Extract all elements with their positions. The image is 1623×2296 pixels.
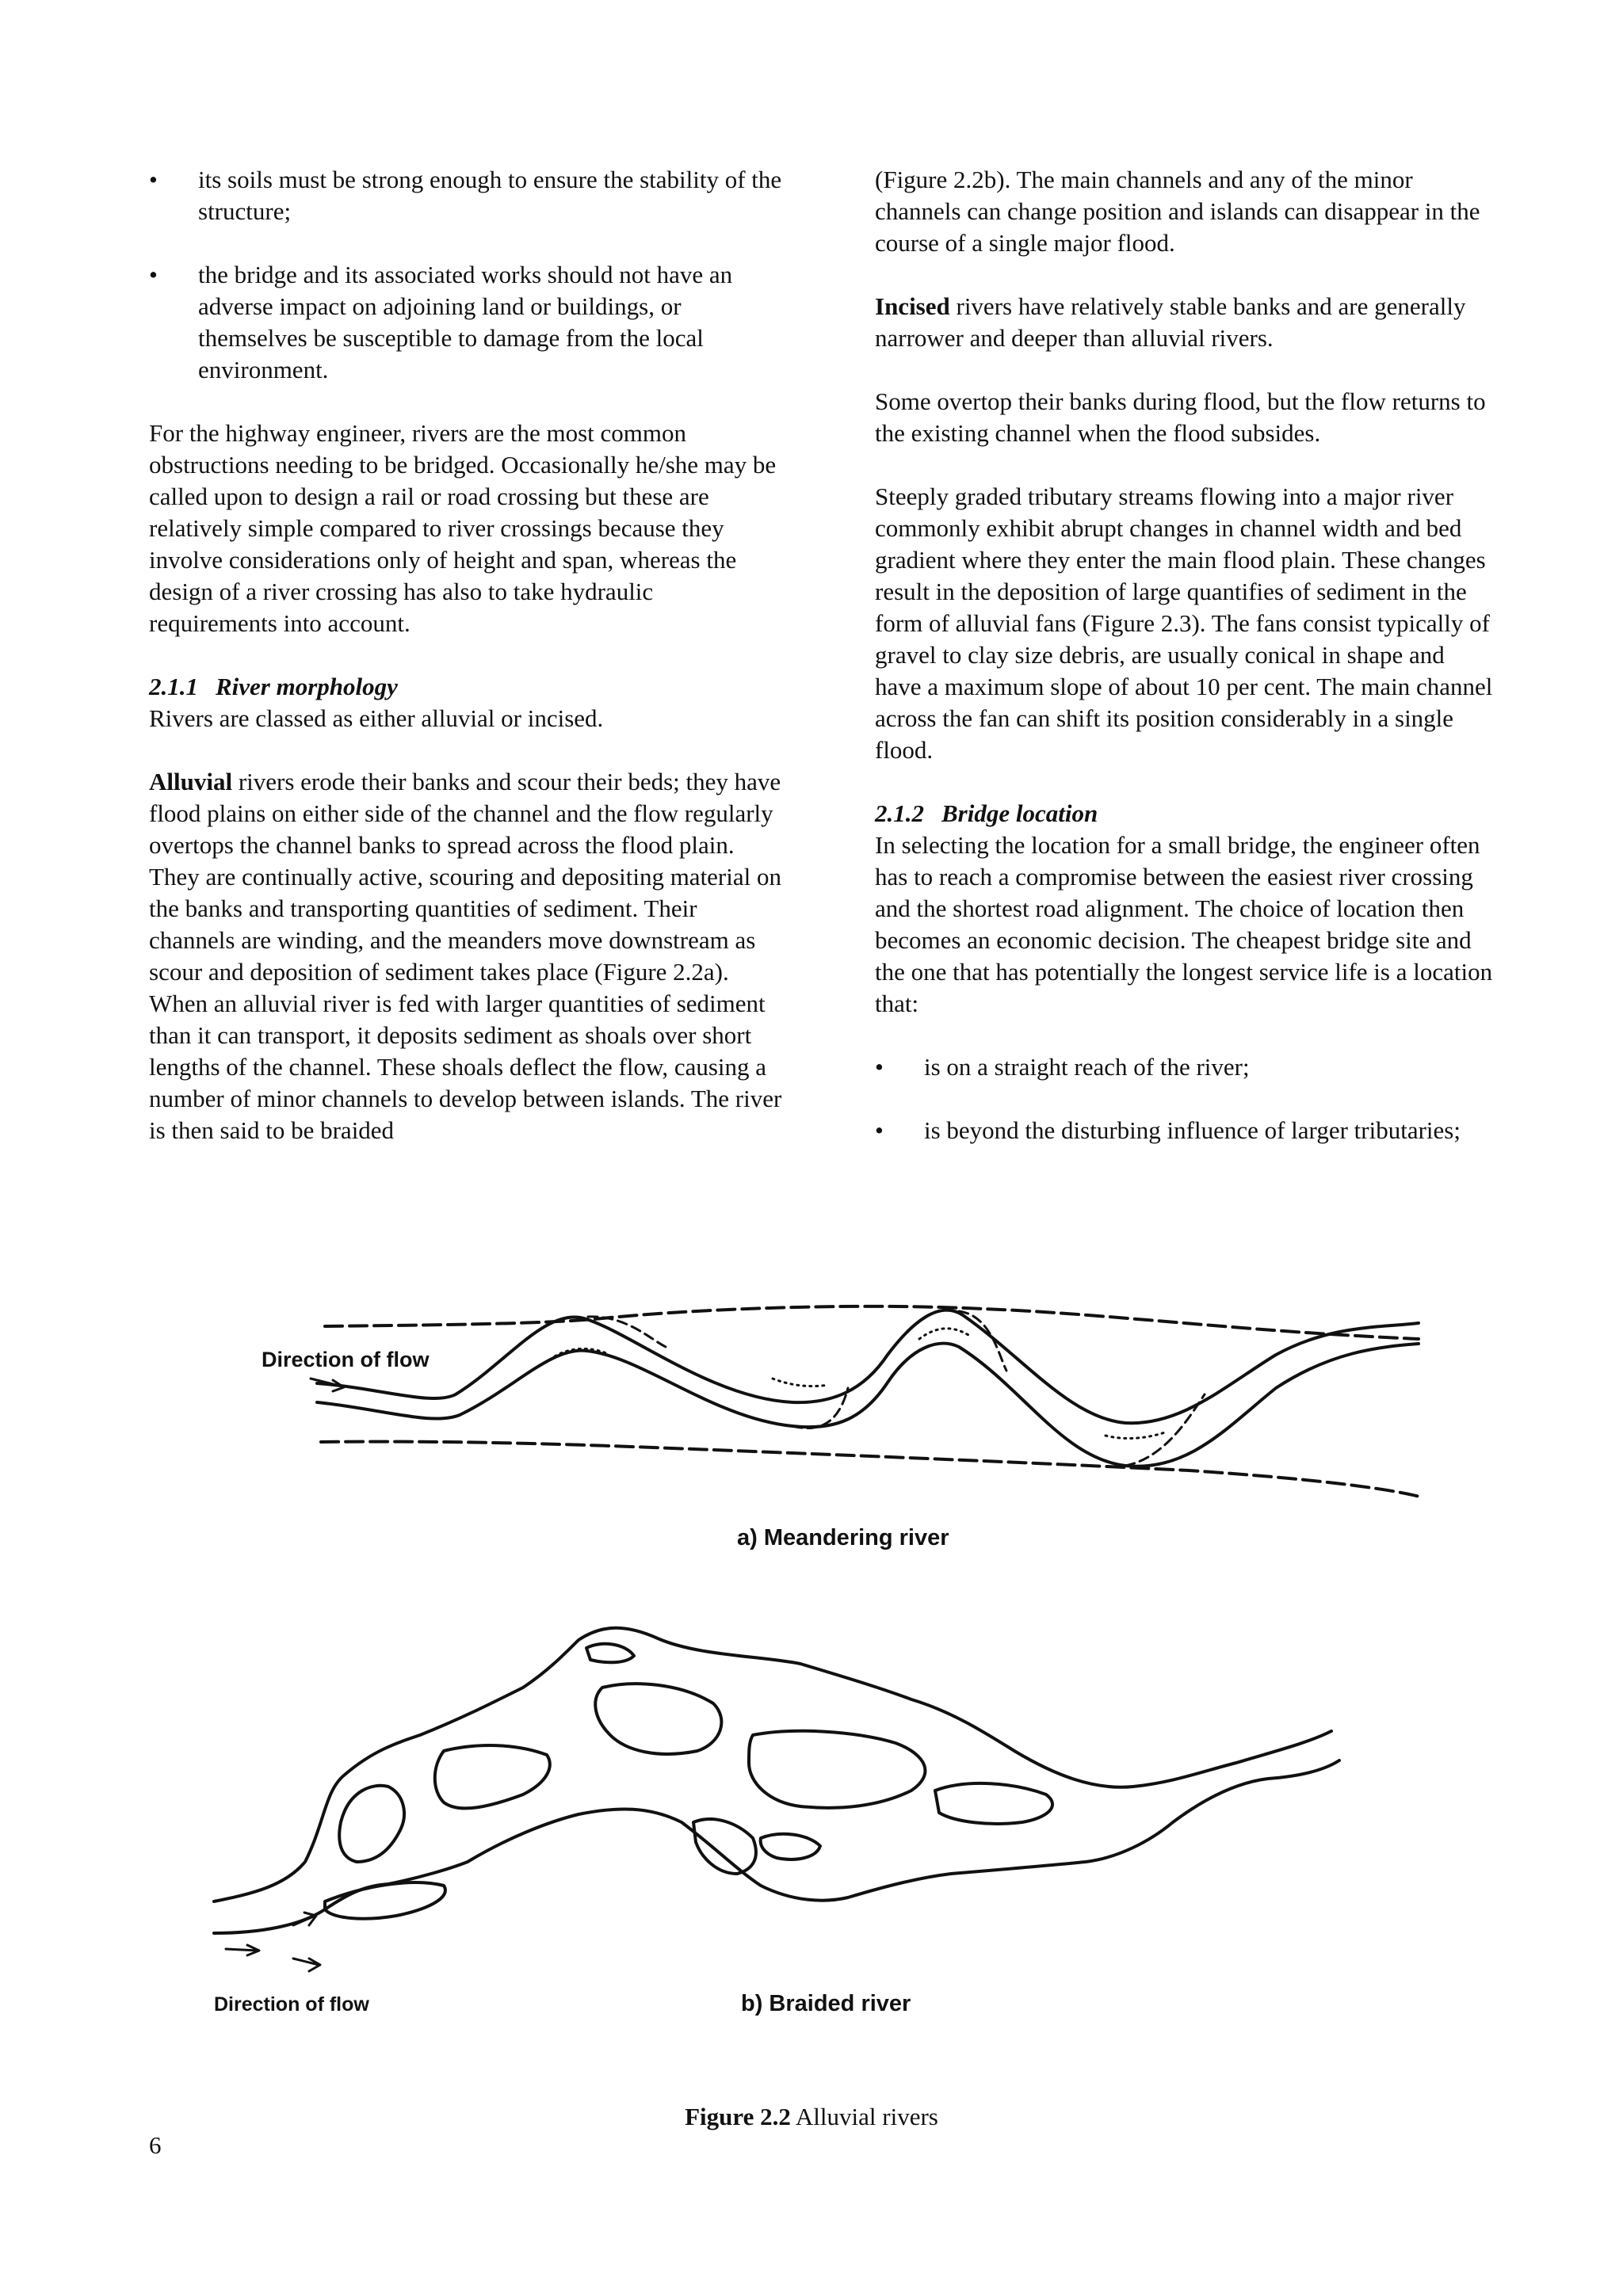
bullet-icon: •	[149, 166, 158, 193]
left-column	[149, 164, 783, 1178]
list-item	[149, 164, 783, 227]
list-item	[149, 259, 783, 386]
figure-label-b: b) Braided river	[741, 1991, 911, 2016]
figure-caption	[0, 2103, 1623, 2131]
right-column	[875, 164, 1493, 1178]
bullet-icon: •	[875, 1053, 884, 1081]
section-title: Bridge location	[941, 799, 1098, 827]
island	[749, 1731, 925, 1808]
flow-arrow-b	[226, 1945, 259, 1955]
island	[325, 1882, 445, 1919]
paragraph-text: rivers have relatively stable banks and are generally narrower and deeper than alluvial rivers.	[875, 292, 1466, 352]
section-heading	[875, 798, 1493, 830]
bullet-icon: •	[875, 1116, 884, 1144]
island	[761, 1834, 820, 1859]
section-heading	[149, 671, 783, 703]
paragraph: Rivers are classed as either alluvial or incised.	[149, 704, 604, 732]
paragraph: For the highway engineer, rivers are the most common obstructions needing to be bridged. Occasionally he/she may be called upon to design a rail or road crossing but these are relatively simple compared to river crossings because they involve considerations only of height and span, whereas the design of a river crossing has also to take hydraulic requirements into account.	[149, 419, 777, 637]
island	[435, 1745, 550, 1808]
bullet-text: its soils must be strong enough to ensure the stability of the structure;	[198, 166, 782, 225]
island	[339, 1786, 404, 1862]
braided-bank-upper	[214, 1628, 1331, 1901]
floodplain-lower-line	[321, 1442, 1423, 1497]
bullet-icon: •	[149, 261, 158, 288]
paragraph: In selecting the location for a small bridge, the engineer often has to reach a compromise between the easiest river crossing and the shortest road alignment. The choice of location then becomes an economic decision. The cheapest bridge site and the one that has potentially the longest service life is a location that:	[875, 831, 1493, 1017]
figure-number: Figure 2.2	[685, 2103, 791, 2130]
figure-caption-text: Alluvial rivers	[790, 2103, 938, 2130]
island	[693, 1819, 756, 1874]
paragraph: (Figure 2.2b). The main channels and any of the minor channels can change position and islands can disappear in the course of a single major flood.	[875, 166, 1480, 257]
bullet-text: is beyond the disturbing influence of larger tributaries;	[924, 1116, 1461, 1144]
flow-direction-label-b: Direction of flow	[214, 1993, 369, 2016]
figure-label-a: a) Meandering river	[737, 1525, 949, 1550]
flow-direction-label-a: Direction of flow	[262, 1348, 430, 1371]
paragraph: Some overtop their banks during flood, but the flow returns to the existing channel when the flood subsides.	[875, 387, 1486, 447]
island	[935, 1783, 1052, 1824]
island	[595, 1684, 721, 1754]
figure-alluvial-rivers	[0, 1268, 1623, 2123]
section-number: 2.1.1	[149, 673, 198, 700]
island	[586, 1644, 634, 1662]
floodplain-upper-line	[325, 1306, 1419, 1339]
bold-term: Alluvial	[149, 768, 233, 795]
meander-bank-lower	[317, 1344, 1419, 1466]
paragraph	[149, 766, 783, 1146]
flow-arrow-b	[293, 1958, 320, 1971]
bold-term: Incised	[875, 292, 950, 320]
list-item	[875, 1115, 1493, 1146]
bullet-text: the bridge and its associated works should not have an adverse impact on adjoining land or buildings, or themselves be susceptible to damage from the local environment.	[198, 261, 733, 383]
paragraph: Steeply graded tributary streams flowing into a major river commonly exhibit abrupt changes in channel width and bed gradient where they enter the main flood plain. These changes result in the deposition of large quantifies of sediment in the form of alluvial fans (Figure 2.3). The fans consist typically of gravel to clay size debris, are usually conical in shape and have a maximum slope of about 10 per cent. The main channel across the fan can shift its position considerably in a single flood.	[875, 482, 1493, 764]
bullet-text: is on a straight reach of the river;	[924, 1053, 1250, 1081]
page-number: 6	[149, 2131, 162, 2159]
paragraph-text: rivers erode their banks and scour their beds; they have flood plains on either side of the channel and the flow regularly overtops the channel banks to spread across the flood plain. They are continually active, scouring and depositing material on the banks and transporting quantities of sediment. Their channels are winding, and the meanders move downstream as scour and deposition of sediment takes place (Figure 2.2a). When an alluvial river is fed with larger quantities of sediment than it can transport, it deposits sediment as shoals over short lengths of the channel. These shoals deflect the flow, causing a number of minor channels to develop between islands. The river is then said to be braided	[149, 768, 782, 1144]
section-title: River morphology	[216, 673, 398, 700]
paragraph	[875, 291, 1493, 354]
list-item	[875, 1051, 1493, 1083]
section-number: 2.1.2	[875, 799, 924, 827]
